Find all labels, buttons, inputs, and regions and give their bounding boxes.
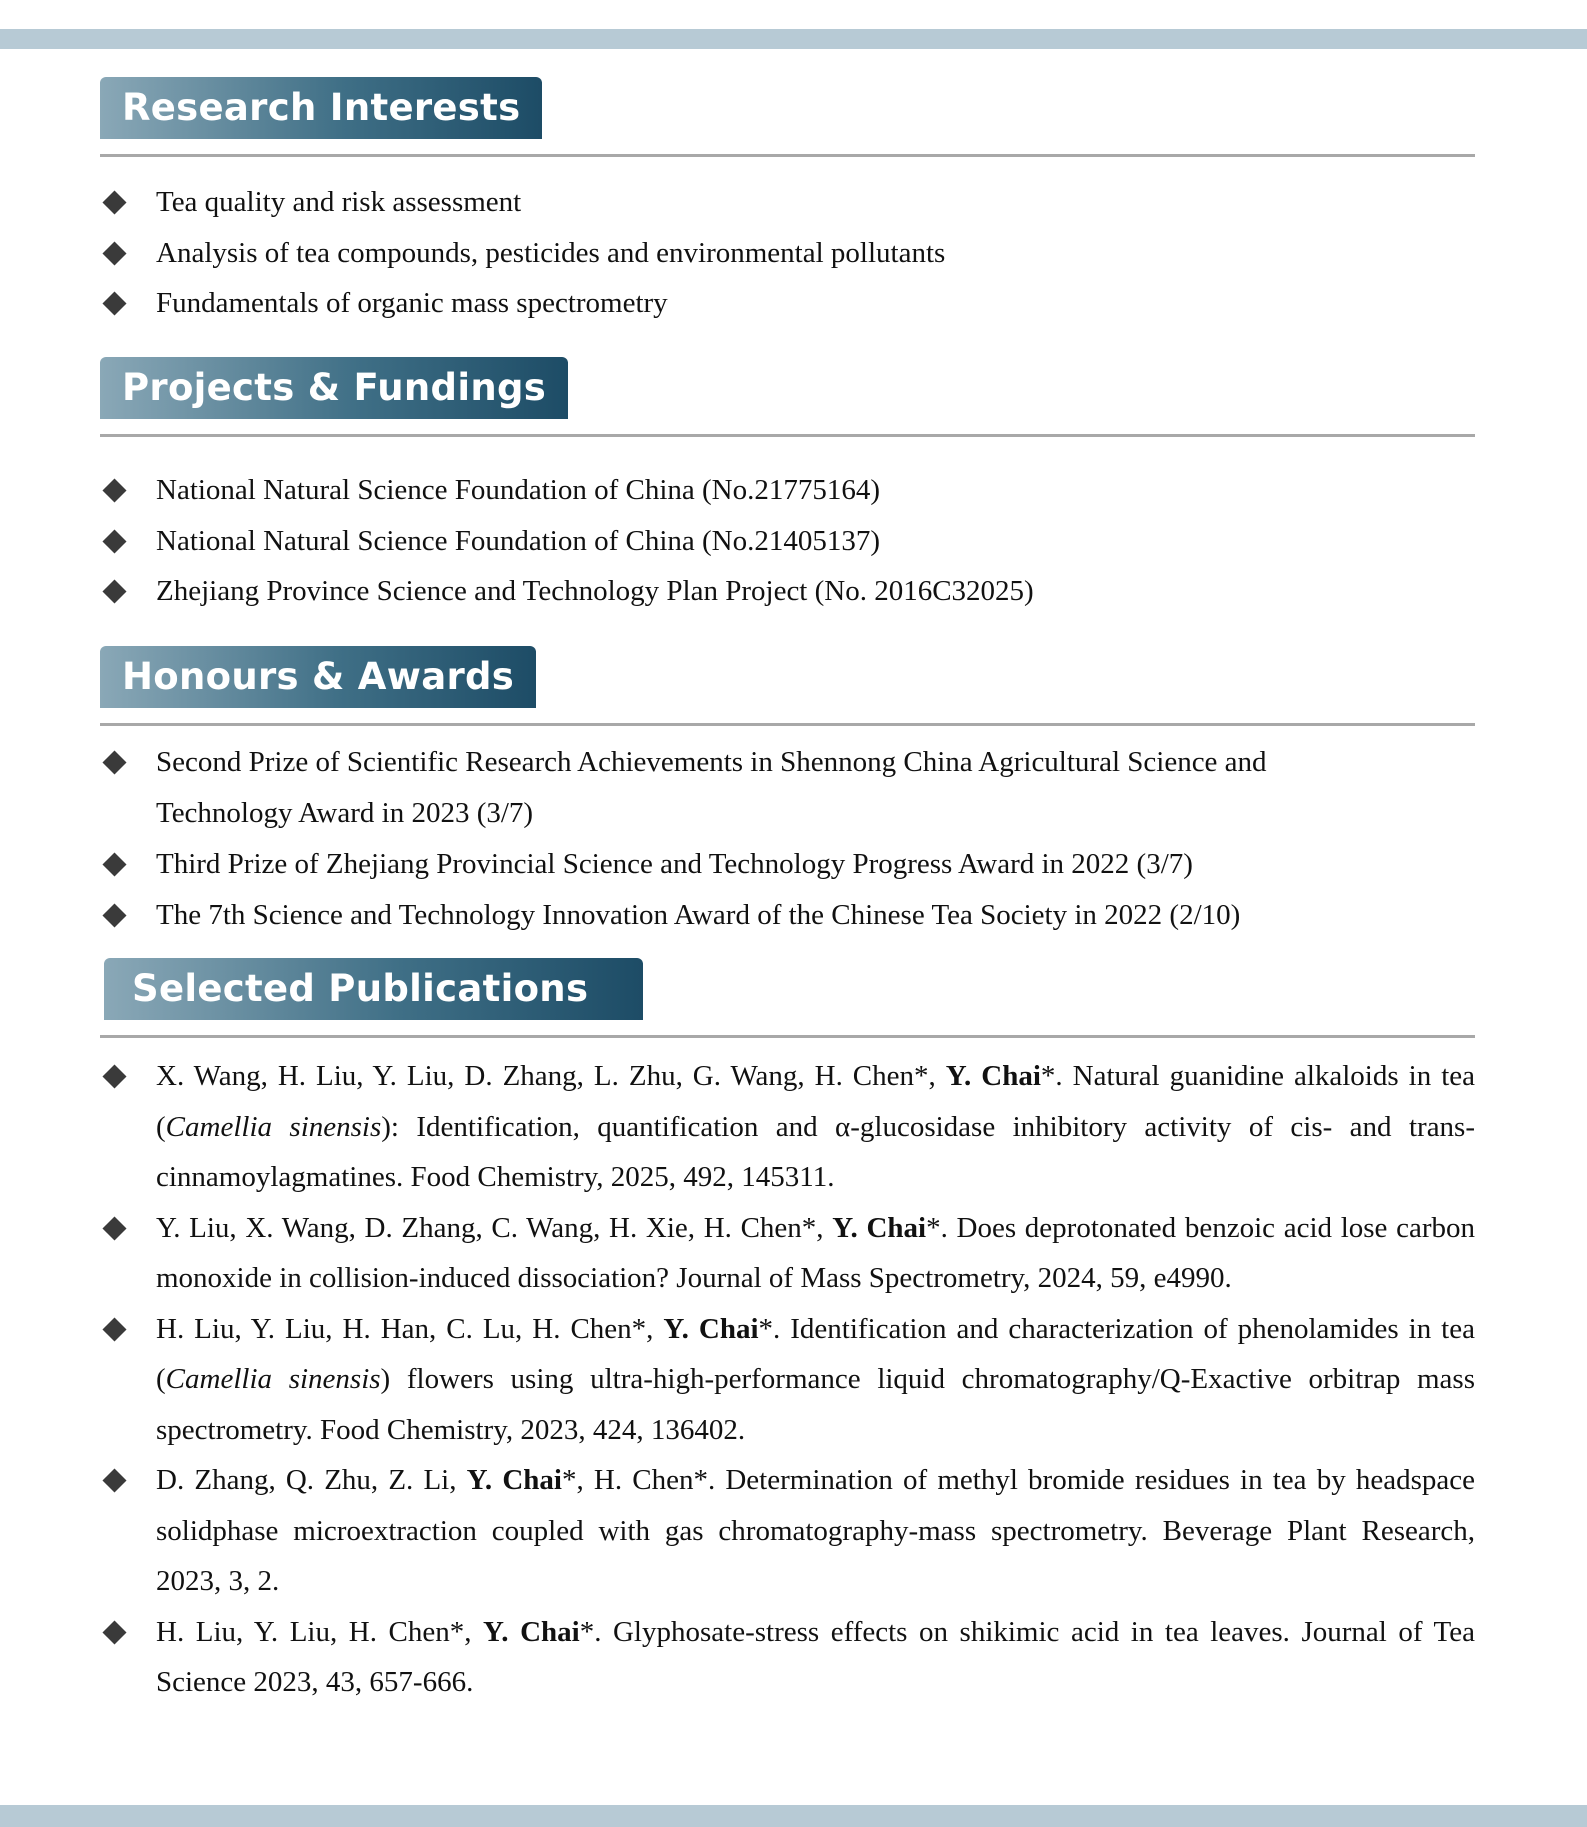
diamond-bullet-icon xyxy=(102,1216,126,1240)
list-item: National Natural Science Foundation of China (No.21775164) xyxy=(100,465,1475,516)
diamond-bullet-icon xyxy=(102,579,126,603)
species-name: Camellia sinensis xyxy=(165,1363,381,1395)
research-list xyxy=(100,177,1475,329)
section-divider xyxy=(100,434,1475,437)
diamond-bullet-icon xyxy=(102,291,126,315)
section-selected-publications xyxy=(100,958,1475,1708)
diamond-bullet-icon xyxy=(102,1468,126,1492)
bottom-band xyxy=(0,1805,1587,1827)
diamond-bullet-icon xyxy=(102,190,126,214)
projects-list xyxy=(100,465,1475,617)
diamond-bullet-icon xyxy=(102,1620,126,1644)
list-item: The 7th Science and Technology Innovation Award of the Chinese Tea Society in 2022 (2/10) xyxy=(100,890,1395,941)
list-item: Zhejiang Province Science and Technology Plan Project (No. 2016C32025) xyxy=(100,566,1475,617)
section-honours-awards xyxy=(100,646,1475,941)
section-header-selected-publications: Selected Publications xyxy=(104,958,643,1020)
publications-list xyxy=(100,1051,1475,1708)
publication-item: D. Zhang, Q. Zhu, Z. Li, Y. Chai*, H. Chen*. Determination of methyl bromide residues in tea by headspace solidphase microextraction coupled with gas chromatography-mass spectrometry. Beverage Plant Research, 2023, 3, 2. xyxy=(100,1455,1475,1607)
list-item: Third Prize of Zhejiang Provincial Science and Technology Progress Award in 2022 (3/7) xyxy=(100,839,1395,890)
list-item: Second Prize of Scientific Research Achievements in Shennong China Agricultural Science and Technology Award in 2023 (3/7) xyxy=(100,737,1395,839)
section-projects-fundings xyxy=(100,357,1475,617)
highlighted-author: Y. Chai xyxy=(483,1615,580,1648)
diamond-bullet-icon xyxy=(102,852,126,876)
honours-list xyxy=(100,737,1475,941)
diamond-bullet-icon xyxy=(102,750,126,774)
diamond-bullet-icon xyxy=(102,903,126,927)
section-divider xyxy=(100,1035,1475,1038)
diamond-bullet-icon xyxy=(102,1317,126,1341)
list-item: Analysis of tea compounds, pesticides and environmental pollutants xyxy=(100,228,1475,279)
highlighted-author: Y. Chai xyxy=(466,1464,562,1496)
list-item: Fundamentals of organic mass spectrometry xyxy=(100,278,1475,329)
section-header-honours-awards: Honours & Awards xyxy=(100,646,536,708)
highlighted-author: Y. Chai xyxy=(663,1312,759,1345)
top-band xyxy=(0,29,1587,49)
diamond-bullet-icon xyxy=(102,1064,126,1088)
species-name: Camellia sinensis xyxy=(165,1110,382,1143)
diamond-bullet-icon xyxy=(102,529,126,553)
publication-item: H. Liu, Y. Liu, H. Han, C. Lu, H. Chen*, Y. Chai*. Identification and characterization of phenolamides in tea (Camellia sinensis) flowers using ultra-high-performance liquid chromatography/Q-Exactive orbitrap mass spectrometry. Food Chemistry, 2023, 424, 136402. xyxy=(100,1304,1475,1456)
section-divider xyxy=(100,154,1475,157)
section-header-projects-fundings: Projects & Fundings xyxy=(100,357,568,419)
publication-item: Y. Liu, X. Wang, D. Zhang, C. Wang, H. Xie, H. Chen*, Y. Chai*. Does deprotonated benzoic acid lose carbon monoxide in collision-induced dissociation? Journal of Mass Spectrometry, 2024, 59, e4990. xyxy=(100,1203,1475,1304)
section-header-research-interests: Research Interests xyxy=(100,77,542,139)
diamond-bullet-icon xyxy=(102,241,126,265)
list-item: Tea quality and risk assessment xyxy=(100,177,1475,228)
highlighted-author: Y. Chai xyxy=(832,1211,927,1244)
list-item: National Natural Science Foundation of China (No.21405137) xyxy=(100,516,1475,567)
diamond-bullet-icon xyxy=(102,478,126,502)
section-divider xyxy=(100,723,1475,726)
publication-item: H. Liu, Y. Liu, H. Chen*, Y. Chai*. Glyphosate-stress effects on shikimic acid in tea leaves. Journal of Tea Science 2023, 43, 657-666. xyxy=(100,1607,1475,1708)
highlighted-author: Y. Chai xyxy=(945,1060,1041,1092)
publication-item: X. Wang, H. Liu, Y. Liu, D. Zhang, L. Zhu, G. Wang, H. Chen*, Y. Chai*. Natural guanidine alkaloids in tea (Camellia sinensis): Identification, quantification and α-glucosidase inhibitory activity of cis- and trans-cinnamoylagmatines. Food Chemistry, 2025, 492, 145311. xyxy=(100,1051,1475,1203)
section-research-interests xyxy=(100,77,1475,329)
